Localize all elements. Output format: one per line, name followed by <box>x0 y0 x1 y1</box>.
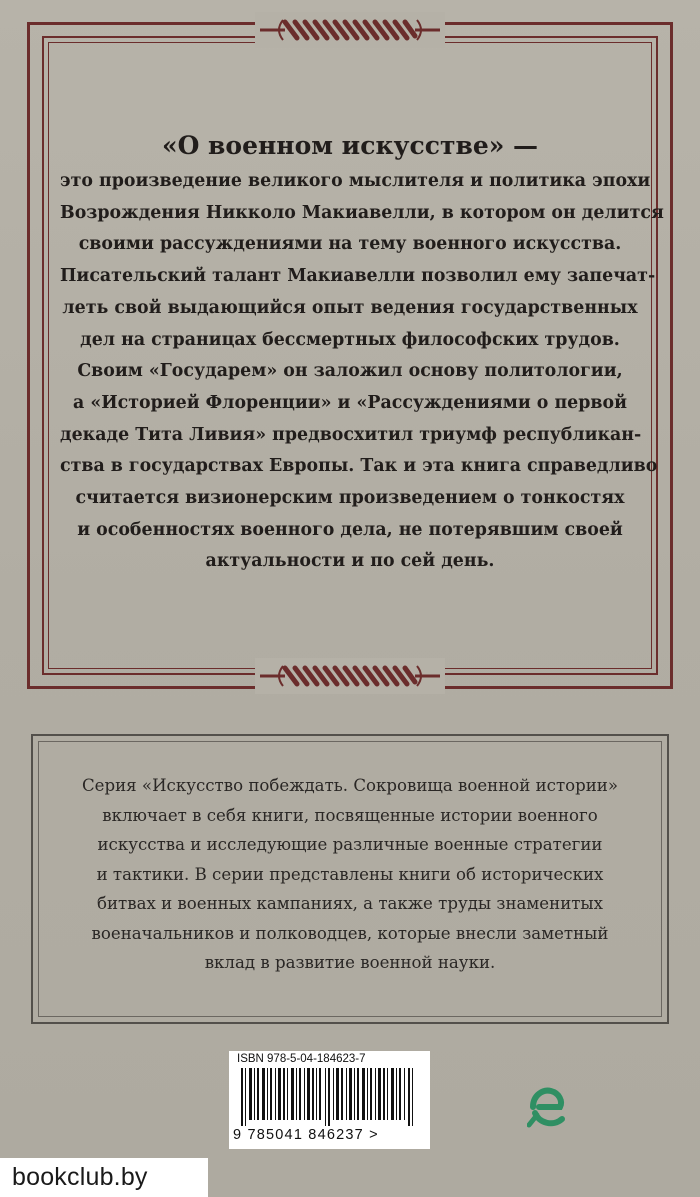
annotation-line: ства в государствах Европы. Так и эта книга справедливо <box>60 456 658 477</box>
eksmo-e-logo-icon <box>527 1085 567 1129</box>
series-line: битвах и военных кампаниях, а также труды знаменитых <box>97 894 603 913</box>
isbn-barcode <box>229 1051 430 1149</box>
book-annotation <box>60 126 664 578</box>
annotation-line: это произведение великого мыслителя и политика эпохи <box>60 171 651 191</box>
series-line: военачальников и полководцев, которые внесли заметный <box>91 923 609 943</box>
annotation-line: дел на страницах бессмертных философских трудов. <box>80 329 620 350</box>
annotation-line: своими рассуждениями на тему военного искусства. <box>78 234 622 255</box>
series-description <box>45 771 655 978</box>
isbn-label: ISBN 978-5-04-184623-7 <box>237 1053 366 1065</box>
annotation-line: считается визионерским произведением о тонкостях <box>75 488 625 509</box>
annotation-line: и особенностях военного дела, не потерявшим своей <box>77 519 623 540</box>
site-watermark <box>0 1158 208 1197</box>
series-line: вклад в развитие военной науки. <box>204 953 496 972</box>
rope-ornament-bottom-icon <box>255 658 445 694</box>
annotation-line: Писательский талант Макиавелли позволил ему запечат- <box>60 266 656 287</box>
annotation-title: «О военном искусстве» — <box>161 131 539 160</box>
rope-ornament-top-icon <box>255 12 445 48</box>
annotation-line: Возрождения Никколо Макиавелли, в котором он делится <box>60 202 664 223</box>
series-line: включает в себя книги, посвященные истории военного <box>102 805 598 825</box>
annotation-line: декаде Тита Ливия» предвосхитил триумф республикан- <box>60 424 642 445</box>
annotation-line: актуальности и по сей день. <box>205 551 495 572</box>
annotation-line: леть свой выдающийся опыт ведения государственных <box>62 297 638 318</box>
annotation-line: а «Историей Флоренции» и «Рассуждениями о первой <box>73 392 627 413</box>
annotation-line: Своим «Государем» он заложил основу политологии, <box>77 361 623 382</box>
watermark-text: bookclub.by <box>12 1163 148 1191</box>
isbn-digits: 9 785041 846237 > <box>233 1127 379 1143</box>
series-line: Серия «Искусство побеждать. Сокровища военной истории» <box>81 776 619 795</box>
barcode-bars-icon <box>241 1068 417 1126</box>
series-line: искусства и исследующие различные военные стратегии <box>97 835 603 854</box>
series-line: и тактики. В серии представлены книги об исторических <box>96 864 604 884</box>
